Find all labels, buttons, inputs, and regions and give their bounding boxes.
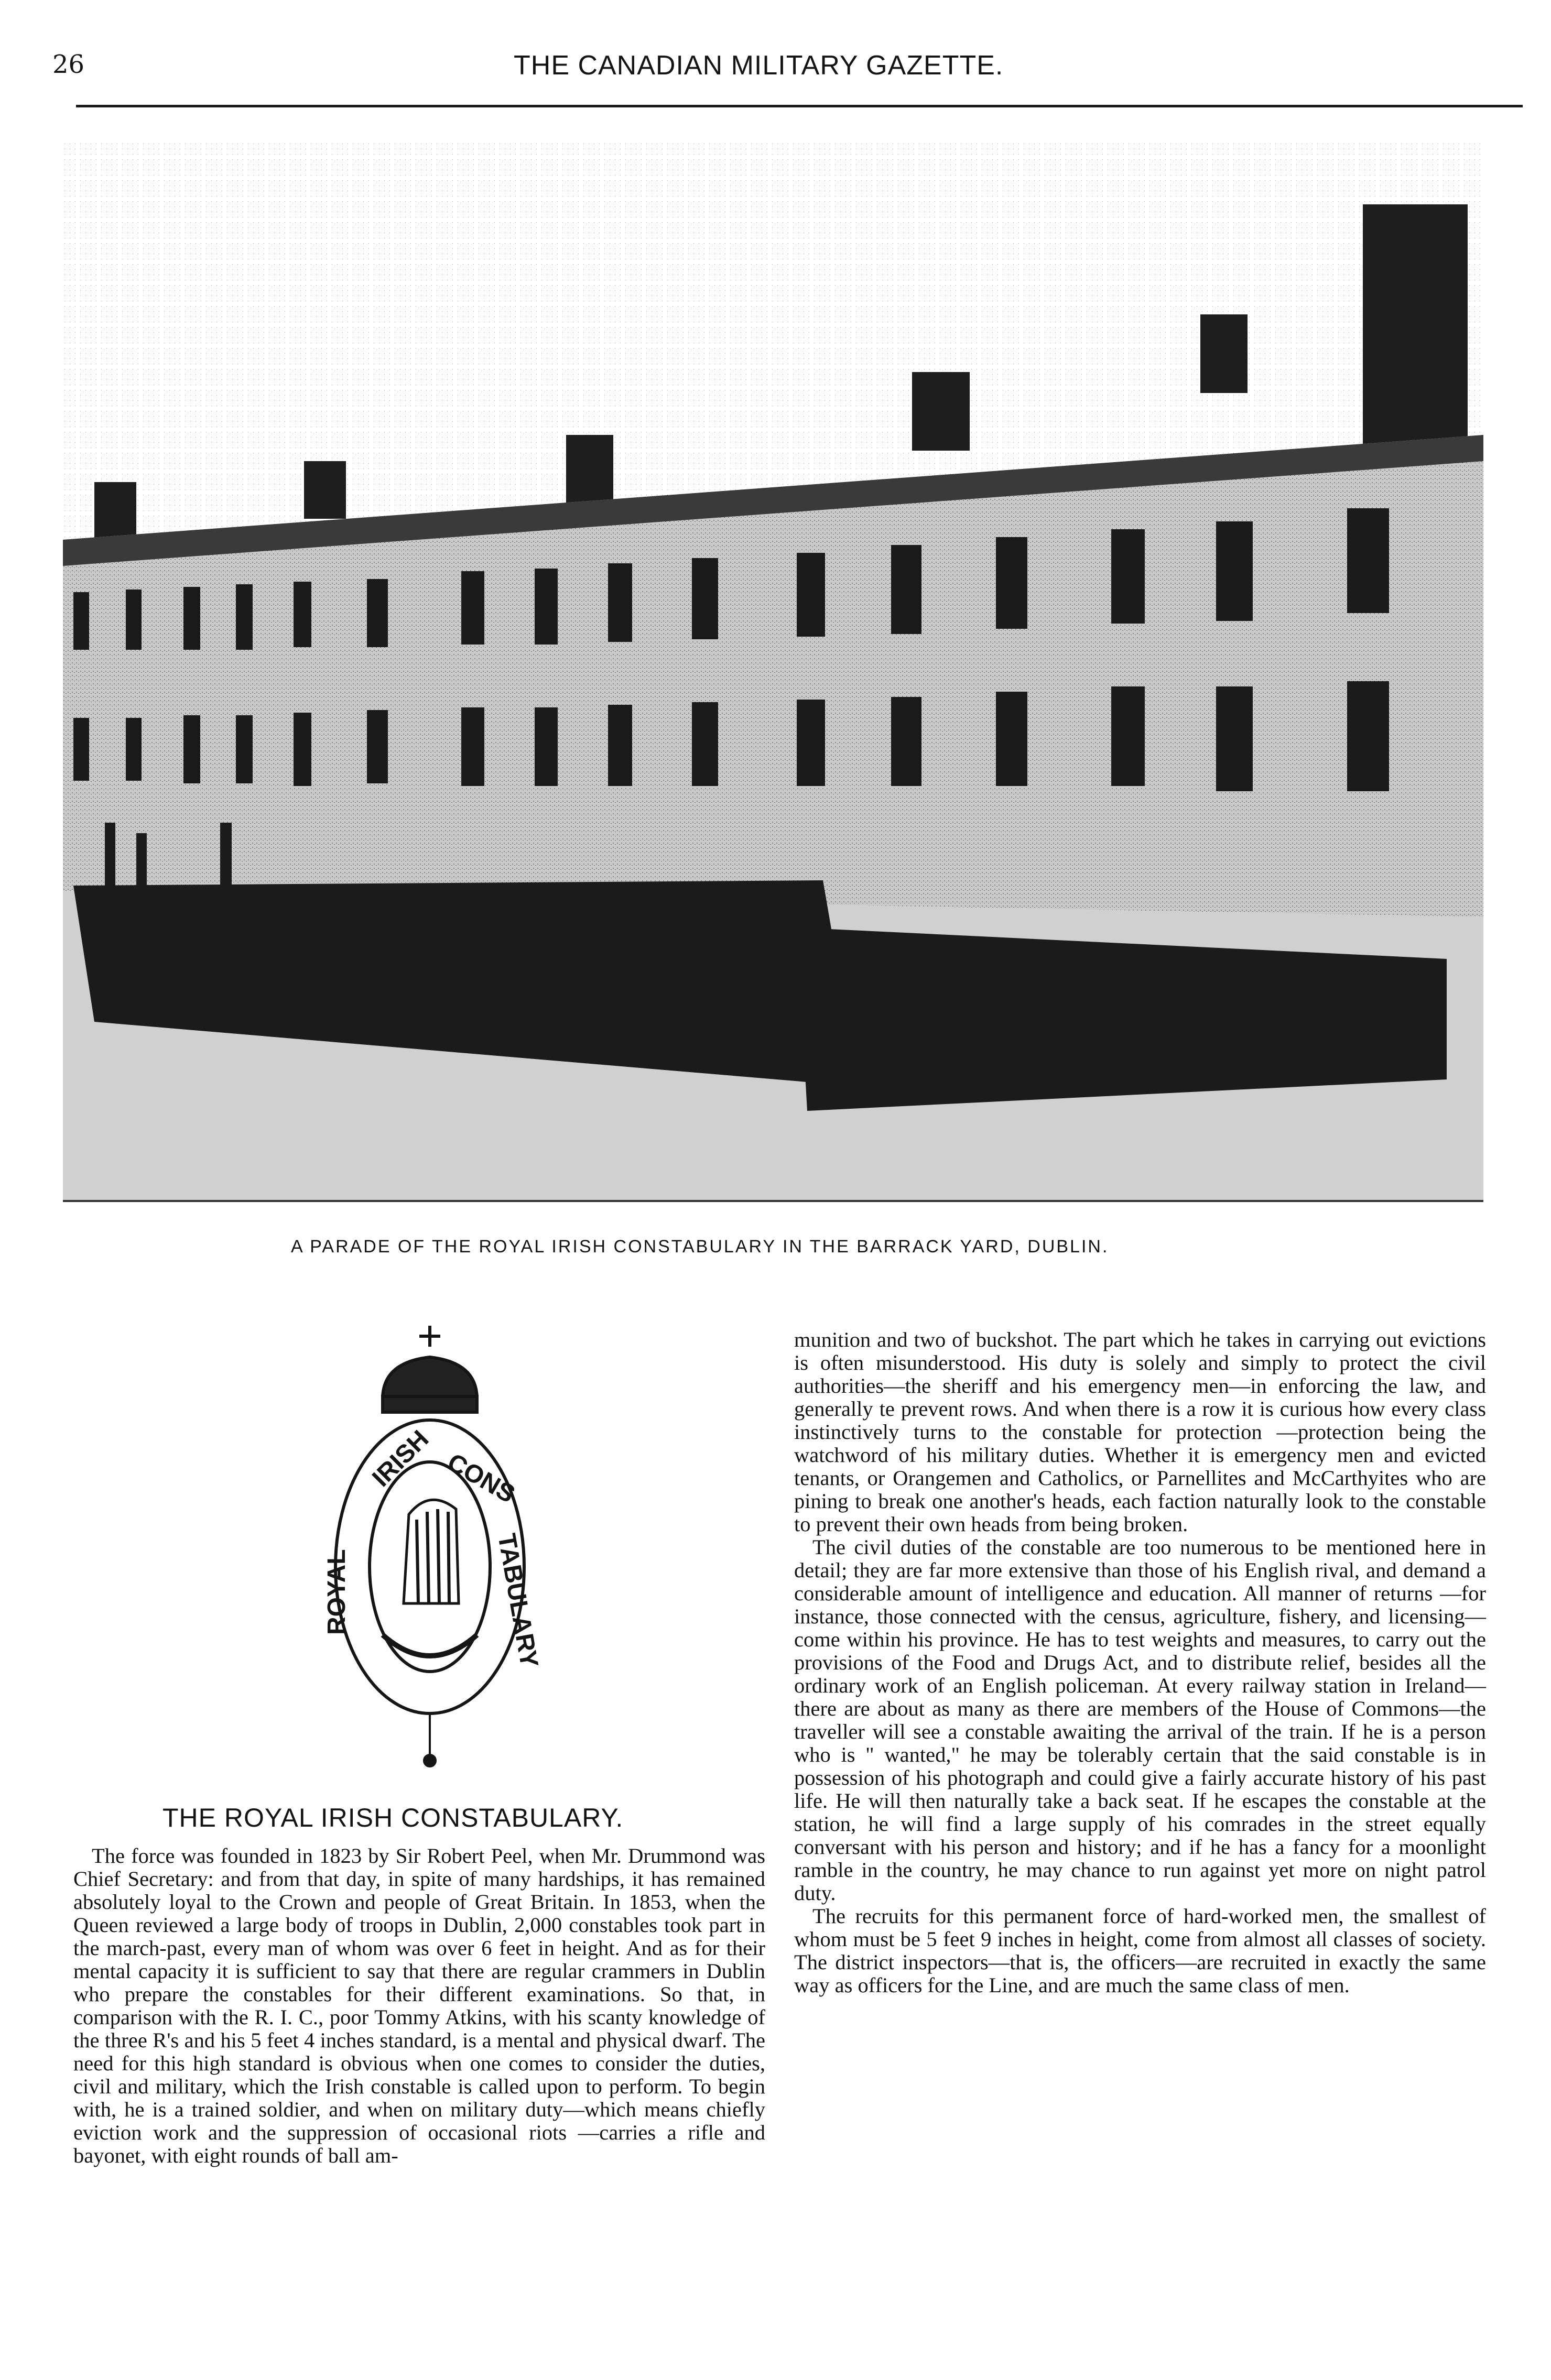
header-rule	[76, 105, 1523, 107]
article-paragraph-3: The recruits for this permanent force of hard-worked men, the smallest of whom must be 5 feet 9 inches in height, come from almost all classes of society. The district inspectors—that is, the officers—are recruited in exactly the same way as officers for the Line, and are much the same class of men.	[794, 1904, 1486, 1997]
svg-text:CONS: CONS	[442, 1448, 520, 1509]
article-right-column	[794, 1328, 1486, 1997]
svg-text:IRISH: IRISH	[367, 1425, 435, 1492]
photo-caption: A PARADE OF THE ROYAL IRISH CONSTABULARY IN THE BARRACK YARD, DUBLIN.	[291, 1237, 1109, 1257]
parade-photograph	[63, 141, 1483, 1202]
page-number: 26	[52, 50, 85, 79]
article-paragraph-2: The civil duties of the constable are too numerous to be mentioned here in detail; they are far more extensive than those of his English rival, and demand a considerable amount of intelligence and education. All manner of returns —for instance, those connected with the census, agriculture, fishery, and licensing—come within his province. He has to test weights and measures, to carry out the provisions of the Food and Drugs Act, and to distribute relief, besides all the ordinary work of an English policeman. At every railway station in Ireland—there are about as many as there are members of the House of Commons—the traveller will see a constable awaiting the arrival of the train. If he is a person who is " wanted," he may be tolerably certain that the said constable is in possession of his photograph and could give a fairly accurate history of his past life. He will then naturally take a back seat. If he escapes the constable at the station, he will find a large supply of his comrades in the street equally conversant with his person and history; and if he has a fancy for a moonlight ramble in the country, he may chance to run against yet more on night patrol duty.	[794, 1535, 1486, 1905]
constabulary-badge	[323, 1310, 544, 1792]
badge-oval	[335, 1420, 524, 1713]
cross-icon	[419, 1326, 440, 1347]
svg-text:ROYAL: ROYAL	[323, 1549, 351, 1635]
article-paragraph-1-continued: munition and two of buckshot. The part which he takes in carrying out evictions is often misunderstood. His duty is solely and simply to protect the civil authorities—the sheriff and his emergency men—in enforcing the law, and generally te prevent rows. And when there is a row it is curious how every class instinctively turns to the constable for protection —protection being the watchword of his military duties. Whether it is emergency men and evicted tenants, or Orangemen and Catholics, or Parnellites and McCarthyites who are pining to break one another's heads, each faction naturally look to the constable to prevent their own heads from being broken.	[794, 1328, 1486, 1536]
article-title: THE ROYAL IRISH CONSTABULARY.	[162, 1803, 624, 1832]
article-paragraph-1: The force was founded in 1823 by Sir Robert Peel, when Mr. Drummond was Chief Secretary: and from that day, in spite of many hardships, it has remained absolutely loyal to the Crown and people of Great Britain. In 1853, when the Queen reviewed a large body of troops in Dublin, 2,000 constables took part in the march-past, every man of whom was over 6 feet in height. And as for their mental capacity it is sufficient to say that there are regular crammers in Dublin who prepare the constables for their different examinations. So that, in comparison with the R. I. C., poor Tommy Atkins, with his scanty knowledge of the three R's and his 5 feet 4 inches standard, is a mental and physical dwarf. The need for this high standard is obvious when one comes to consider the duties, civil and military, which the Irish constable is called upon to perform. To begin with, he is a trained soldier, and when on military duty—which means chiefly eviction work and the suppression of occasional riots —carries a rifle and bayonet, with eight rounds of ball am-	[73, 1844, 765, 2167]
svg-text:TABULARY: TABULARY	[492, 1531, 544, 1670]
publication-title: THE CANADIAN MILITARY GAZETTE.	[514, 50, 1004, 81]
harp-icon	[404, 1500, 459, 1603]
crown-icon	[383, 1357, 477, 1399]
